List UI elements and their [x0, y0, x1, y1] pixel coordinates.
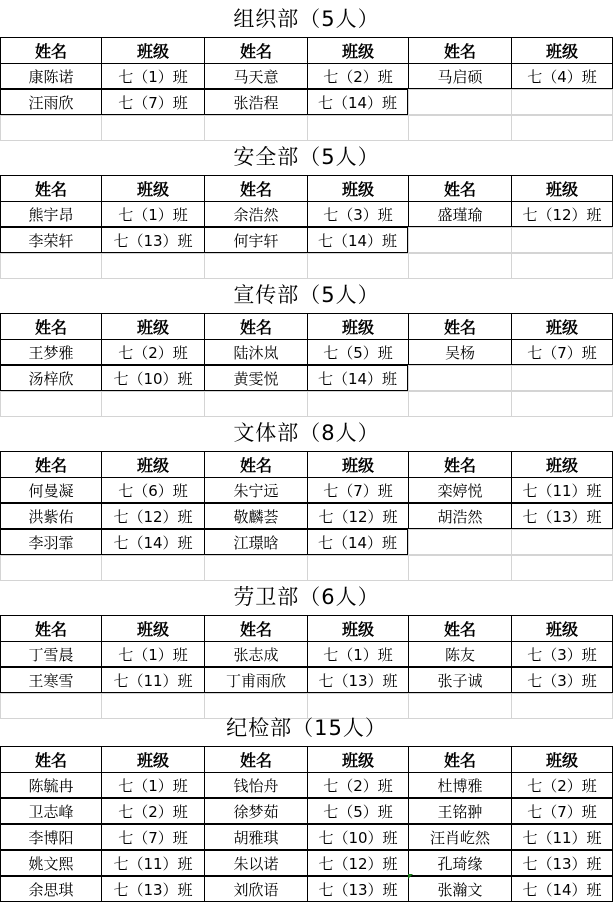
table-header-row [0, 37, 613, 63]
empty-row [0, 253, 613, 279]
cell-name[interactable]: 姚文熙 [0, 850, 101, 876]
cell-name[interactable]: 江璟晗 [204, 529, 307, 555]
header-class[interactable]: 班级 [307, 746, 408, 772]
cell-name[interactable] [408, 89, 511, 115]
cell-name[interactable]: 汪肖屹然 [408, 824, 511, 850]
cell-class[interactable]: 七（13）班 [101, 227, 204, 253]
table-row [0, 824, 613, 850]
empty-cell[interactable] [0, 391, 101, 417]
header-name[interactable]: 姓名 [204, 175, 307, 201]
cell-class[interactable]: 七（1）班 [101, 63, 204, 89]
header-name[interactable]: 姓名 [408, 615, 511, 641]
header-class[interactable]: 班级 [307, 37, 408, 63]
empty-cell[interactable] [511, 115, 613, 141]
cell-class[interactable]: 七（2）班 [101, 798, 204, 824]
header-class[interactable]: 班级 [101, 37, 204, 63]
cell-class[interactable]: 七（2）班 [511, 772, 613, 798]
cell-name[interactable]: 栾婷悦 [408, 477, 511, 503]
department-title: 劳卫部（6人） [233, 585, 380, 609]
cell-name[interactable]: 王梦雅 [0, 339, 101, 365]
cell-name[interactable]: 何曼凝 [0, 477, 101, 503]
cell-name[interactable]: 丁甫雨欣 [204, 667, 307, 693]
department-title: 纪检部（15人） [226, 716, 387, 740]
cell-class[interactable]: 七（12）班 [307, 850, 408, 876]
header-name[interactable]: 姓名 [0, 313, 101, 339]
cell-name[interactable]: 汤梓欣 [0, 365, 101, 391]
cell-name[interactable]: 张瀚文 [408, 876, 511, 902]
empty-cell[interactable] [307, 115, 408, 141]
table-row [0, 227, 613, 253]
cell-class[interactable]: 七（5）班 [307, 798, 408, 824]
cell-name[interactable]: 张子诚 [408, 667, 511, 693]
header-class[interactable]: 班级 [511, 451, 613, 477]
cell-name[interactable]: 敬麟荟 [204, 503, 307, 529]
cell-class[interactable]: 七（11）班 [511, 824, 613, 850]
cell-name[interactable]: 余浩然 [204, 201, 307, 227]
cell-name[interactable]: 黄雯悦 [204, 365, 307, 391]
empty-cell[interactable] [511, 253, 613, 279]
table-row [0, 667, 613, 693]
header-class[interactable]: 班级 [511, 746, 613, 772]
cell-class[interactable]: 七（12）班 [307, 503, 408, 529]
cell-name[interactable]: 孔琦缘 [408, 850, 511, 876]
department-title: 安全部（5人） [233, 145, 380, 169]
empty-cell[interactable] [307, 555, 408, 581]
empty-cell[interactable] [307, 391, 408, 417]
header-name[interactable]: 姓名 [408, 746, 511, 772]
cell-class[interactable]: 七（6）班 [101, 477, 204, 503]
table-row [0, 365, 613, 391]
empty-cell[interactable] [101, 253, 204, 279]
header-class[interactable]: 班级 [307, 615, 408, 641]
header-name[interactable]: 姓名 [204, 451, 307, 477]
cell-class[interactable]: 七（11）班 [511, 477, 613, 503]
cell-class[interactable]: 七（12）班 [511, 201, 613, 227]
cell-class[interactable]: 七（14）班 [511, 876, 613, 902]
empty-cell[interactable] [0, 115, 101, 141]
header-class[interactable]: 班级 [101, 313, 204, 339]
header-class[interactable]: 班级 [511, 175, 613, 201]
cell-name[interactable]: 张志成 [204, 641, 307, 667]
cell-name[interactable]: 朱宁远 [204, 477, 307, 503]
header-name[interactable]: 姓名 [0, 175, 101, 201]
cell-name[interactable]: 李荣轩 [0, 227, 101, 253]
cell-class[interactable]: 七（3）班 [307, 201, 408, 227]
cell-class[interactable]: 七（7）班 [511, 798, 613, 824]
cell-class[interactable]: 七（11）班 [101, 850, 204, 876]
header-name[interactable]: 姓名 [0, 615, 101, 641]
cell-name[interactable]: 马天意 [204, 63, 307, 89]
cell-class[interactable]: 七（13）班 [101, 876, 204, 902]
empty-cell[interactable] [0, 555, 101, 581]
empty-row [0, 115, 613, 141]
cell-name[interactable]: 陈毓冉 [0, 772, 101, 798]
cell-name[interactable]: 熊宇昂 [0, 201, 101, 227]
department-title: 文体部（8人） [233, 421, 380, 445]
cell-class[interactable]: 七（7）班 [307, 477, 408, 503]
department-title: 宣传部（5人） [233, 283, 380, 307]
header-name[interactable]: 姓名 [0, 746, 101, 772]
header-name[interactable]: 姓名 [204, 615, 307, 641]
cell-class[interactable]: 七（14）班 [307, 365, 408, 391]
header-class[interactable]: 班级 [101, 451, 204, 477]
header-name[interactable]: 姓名 [408, 313, 511, 339]
table-header-row [0, 746, 613, 772]
cell-name[interactable]: 王寒雪 [0, 667, 101, 693]
table-row [0, 850, 613, 876]
cell-name[interactable]: 何宇轩 [204, 227, 307, 253]
header-name[interactable]: 姓名 [408, 37, 511, 63]
cell-class[interactable]: 七（7）班 [511, 339, 613, 365]
table-row [0, 876, 613, 902]
table-row [0, 477, 613, 503]
empty-row [0, 391, 613, 417]
empty-cell[interactable] [0, 253, 101, 279]
cell-name[interactable]: 卫志峰 [0, 798, 101, 824]
cell-class[interactable]: 七（1）班 [307, 641, 408, 667]
cell-class[interactable]: 七（1）班 [101, 641, 204, 667]
header-class[interactable]: 班级 [101, 175, 204, 201]
cell-class[interactable]: 七（14）班 [101, 529, 204, 555]
table-row [0, 529, 613, 555]
header-class[interactable]: 班级 [101, 746, 204, 772]
cell-name[interactable]: 吴杨 [408, 339, 511, 365]
cell-class[interactable]: 七（12）班 [101, 503, 204, 529]
cell-class[interactable]: 七（14）班 [307, 227, 408, 253]
cell-class[interactable] [511, 89, 613, 115]
header-class[interactable]: 班级 [511, 615, 613, 641]
empty-cell[interactable] [204, 555, 307, 581]
header-name[interactable]: 姓名 [204, 313, 307, 339]
cell-class[interactable]: 七（10）班 [307, 824, 408, 850]
table-row [0, 339, 613, 365]
cell-name[interactable]: 杜博雅 [408, 772, 511, 798]
cell-class[interactable]: 七（3）班 [511, 641, 613, 667]
table-row [0, 641, 613, 667]
cell-class[interactable]: 七（5）班 [307, 339, 408, 365]
header-class[interactable]: 班级 [307, 175, 408, 201]
cell-class[interactable]: 七（13）班 [511, 503, 613, 529]
cell-name[interactable]: 陈友 [408, 641, 511, 667]
cell-name[interactable]: 胡雅琪 [204, 824, 307, 850]
cell-class[interactable] [511, 529, 613, 555]
cell-class[interactable]: 七（10）班 [101, 365, 204, 391]
cell-name[interactable]: 胡浩然 [408, 503, 511, 529]
cell-error-marker-icon [408, 874, 413, 879]
cell-class[interactable] [511, 227, 613, 253]
table-row [0, 201, 613, 227]
header-name[interactable]: 姓名 [408, 451, 511, 477]
header-name[interactable]: 姓名 [204, 746, 307, 772]
table-row [0, 89, 613, 115]
cell-class[interactable]: 七（2）班 [101, 339, 204, 365]
cell-class[interactable]: 七（11）班 [101, 667, 204, 693]
empty-cell[interactable] [408, 115, 511, 141]
empty-cell[interactable] [101, 391, 204, 417]
cell-name[interactable]: 刘欣语 [204, 876, 307, 902]
header-name[interactable]: 姓名 [408, 175, 511, 201]
header-class[interactable]: 班级 [307, 451, 408, 477]
cell-class[interactable] [511, 365, 613, 391]
cell-class[interactable]: 七（7）班 [101, 824, 204, 850]
cell-name[interactable] [408, 529, 511, 555]
cell-class[interactable]: 七（4）班 [511, 63, 613, 89]
table-row [0, 772, 613, 798]
empty-cell[interactable] [408, 391, 511, 417]
cell-class[interactable]: 七（13）班 [307, 667, 408, 693]
empty-cell[interactable] [204, 253, 307, 279]
department-title: 组织部（5人） [233, 7, 380, 31]
empty-cell[interactable] [408, 253, 511, 279]
cell-class[interactable]: 七（13）班 [307, 876, 408, 902]
empty-cell[interactable] [408, 555, 511, 581]
table-header-row [0, 615, 613, 641]
empty-cell[interactable] [101, 555, 204, 581]
cell-class[interactable]: 七（1）班 [101, 772, 204, 798]
cell-name[interactable]: 汪雨欣 [0, 89, 101, 115]
cell-name[interactable]: 盛瑾瑜 [408, 201, 511, 227]
cell-name[interactable]: 丁雪晨 [0, 641, 101, 667]
cell-name[interactable]: 王铭翀 [408, 798, 511, 824]
cell-name[interactable]: 朱以诺 [204, 850, 307, 876]
empty-cell[interactable] [511, 391, 613, 417]
cell-name[interactable]: 李羽霏 [0, 529, 101, 555]
cell-name[interactable]: 李博阳 [0, 824, 101, 850]
empty-cell[interactable] [511, 555, 613, 581]
table-header-row [0, 451, 613, 477]
cell-name[interactable] [408, 365, 511, 391]
cell-name[interactable]: 康陈诺 [0, 63, 101, 89]
header-name[interactable]: 姓名 [204, 37, 307, 63]
table-row [0, 503, 613, 529]
cell-class[interactable]: 七（14）班 [307, 529, 408, 555]
cell-name[interactable] [408, 227, 511, 253]
header-name[interactable]: 姓名 [0, 37, 101, 63]
cell-name[interactable]: 余思琪 [0, 876, 101, 902]
cell-class[interactable]: 七（13）班 [511, 850, 613, 876]
cell-name[interactable]: 徐梦茹 [204, 798, 307, 824]
cell-name[interactable]: 张浩程 [204, 89, 307, 115]
table-row [0, 798, 613, 824]
cell-class[interactable]: 七（3）班 [511, 667, 613, 693]
table-header-row [0, 175, 613, 201]
cell-class[interactable]: 七（2）班 [307, 63, 408, 89]
cell-class[interactable]: 七（14）班 [307, 89, 408, 115]
header-class[interactable]: 班级 [101, 615, 204, 641]
cell-class[interactable]: 七（2）班 [307, 772, 408, 798]
cell-name[interactable]: 马启硕 [408, 63, 511, 89]
header-class[interactable]: 班级 [511, 313, 613, 339]
empty-cell[interactable] [204, 115, 307, 141]
cell-name[interactable]: 洪紫佑 [0, 503, 101, 529]
table-header-row [0, 313, 613, 339]
cell-name[interactable]: 陆沐岚 [204, 339, 307, 365]
empty-cell[interactable] [101, 115, 204, 141]
header-class[interactable]: 班级 [511, 37, 613, 63]
cell-class[interactable]: 七（1）班 [101, 201, 204, 227]
header-class[interactable]: 班级 [307, 313, 408, 339]
empty-row [0, 555, 613, 581]
header-name[interactable]: 姓名 [0, 451, 101, 477]
empty-cell[interactable] [307, 253, 408, 279]
cell-name[interactable]: 钱怡舟 [204, 772, 307, 798]
cell-class[interactable]: 七（7）班 [101, 89, 204, 115]
table-row [0, 63, 613, 89]
empty-cell[interactable] [204, 391, 307, 417]
